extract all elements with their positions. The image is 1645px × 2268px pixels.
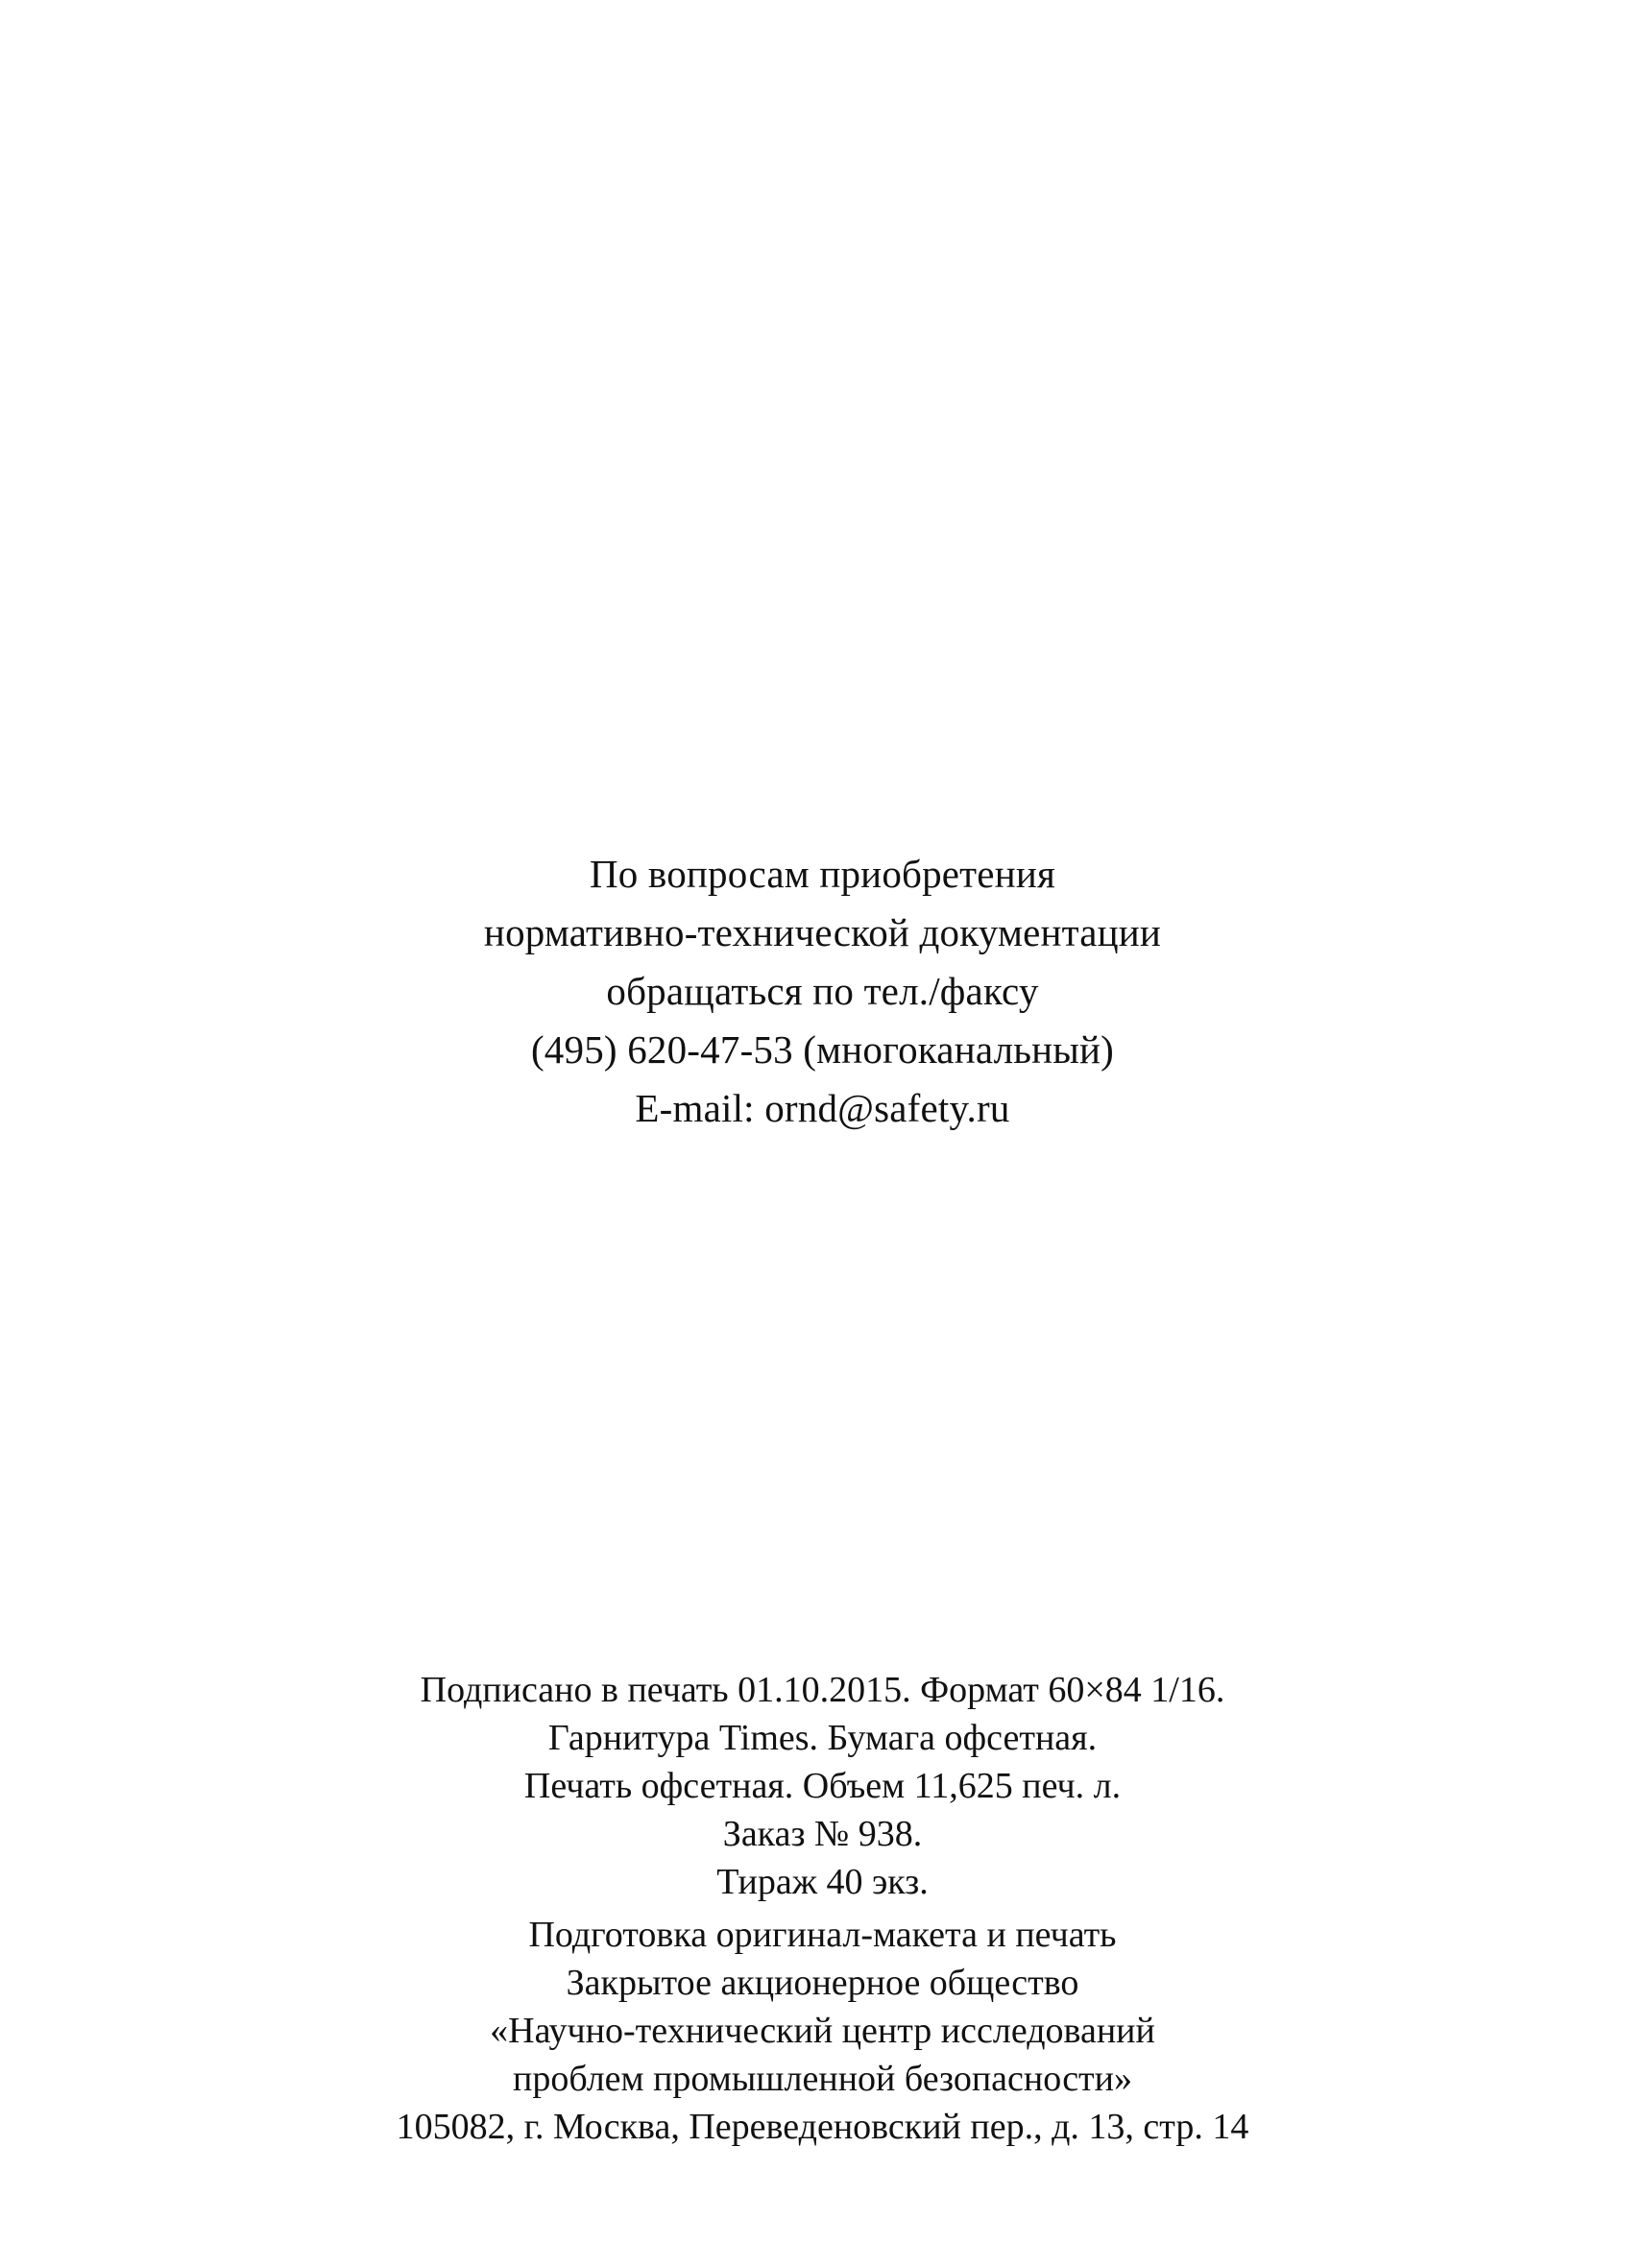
contact-line-documentation: нормативно-технической документации <box>483 910 1162 954</box>
contact-info-block <box>0 845 1645 1138</box>
contact-line-phone-fax-intro: обращаться по тел./факсу <box>606 969 1039 1013</box>
contact-phone-number: (495) 620-47-53 (многоканальный) <box>530 1027 1115 1072</box>
imprint-signed-format: Подписано в печать 01.10.2015. Формат 60×84 1/16. <box>420 1670 1225 1710</box>
production-company-name-2: проблем промышленной безопасности» <box>513 2059 1132 2099</box>
production-address: 105082, г. Москва, Переведеновский пер., д. 13, стр. 14 <box>396 2107 1249 2147</box>
production-company-name-1: «Научно-технический центр исследований <box>490 2011 1155 2051</box>
imprint-block <box>0 1666 1645 1906</box>
imprint-order-number: Заказ № 938. <box>722 1814 923 1854</box>
contact-line-purchase: По вопросам приобретения <box>589 852 1056 896</box>
imprint-print-volume: Печать офсетная. Объем 11,625 печ. л. <box>523 1766 1122 1806</box>
imprint-typeface-paper: Гарнитура Times. Бумага офсетная. <box>547 1718 1098 1758</box>
imprint-print-run: Тираж 40 экз. <box>716 1862 929 1902</box>
production-title: Подготовка оригинал-макета и печать <box>528 1915 1117 1955</box>
contact-email: E-mail: ornd@safety.ru <box>635 1086 1010 1130</box>
production-block <box>0 1911 1645 2151</box>
production-company-type: Закрытое акционерное общество <box>566 1963 1079 2003</box>
